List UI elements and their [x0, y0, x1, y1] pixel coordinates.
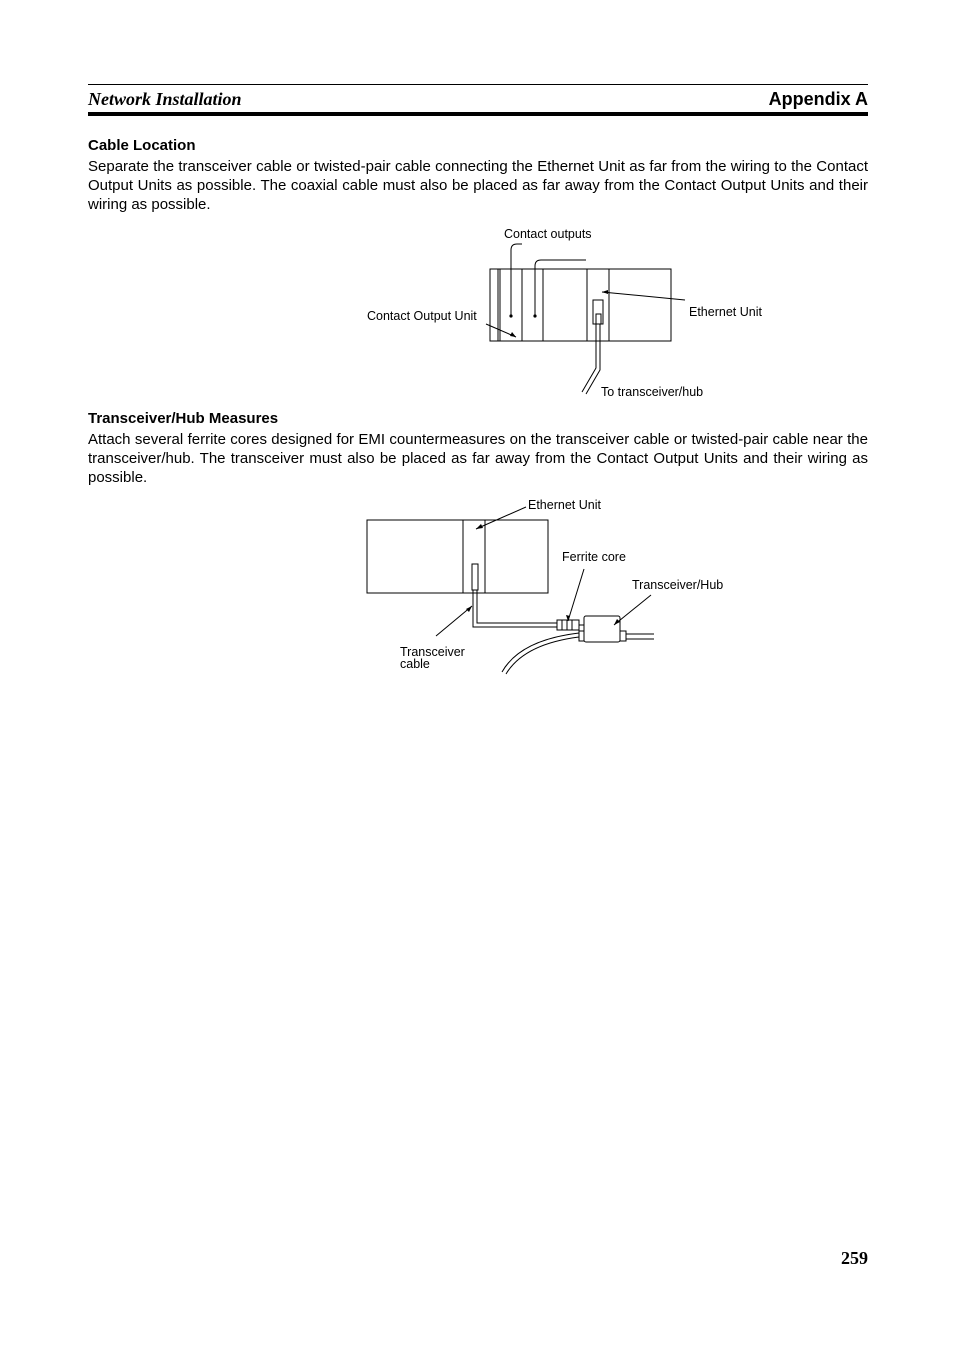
label-ethernet-unit-fig2: Ethernet Unit — [528, 498, 601, 512]
cable-location-paragraph: Separate the transceiver cable or twisted-pair cable connecting the Ethernet Unit as far from the wiring to the Contact Output Units as possible. The coaxial cable must also be placed as far away from the Contact Output Units and their wiring as possible. — [88, 158, 868, 213]
label-ferrite-core: Ferrite core — [562, 550, 626, 564]
figure2-rack — [367, 520, 548, 593]
label-transceiver-cable-line2: cable — [400, 657, 430, 671]
figure2-transceiver-hub — [502, 616, 654, 674]
label-contact-outputs: Contact outputs — [504, 227, 592, 241]
label-transceiver-cable-line1: Transceiver — [400, 645, 465, 659]
figure2-transceiver-cable — [472, 564, 584, 630]
figure1-ethernet-connector — [582, 300, 603, 394]
page-number: 259 — [841, 1248, 868, 1268]
transceiver-measures-paragraph: Attach several ferrite cores designed for EMI countermeasures on the transceiver cable or twisted-pair cable near the transceiver/hub. The transceiver must also be placed as far away from the Contact Output Units and their wiring as possible. — [88, 431, 868, 486]
cable-location-heading: Cable Location — [88, 137, 196, 154]
header-appendix-label: Appendix A — [768, 89, 868, 109]
label-to-transceiver-hub: To transceiver/hub — [601, 385, 704, 399]
label-contact-output-unit: Contact Output Unit — [367, 309, 477, 323]
figure2-leaders — [436, 507, 651, 636]
transceiver-measures-heading: Transceiver/Hub Measures — [88, 410, 279, 427]
label-transceiver-hub: Transceiver/Hub — [632, 578, 724, 592]
figure1-leaders — [486, 292, 685, 337]
label-ethernet-unit-fig1: Ethernet Unit — [689, 305, 762, 319]
header-section-title: Network Installation — [88, 89, 242, 109]
figure1-rack — [490, 269, 671, 341]
